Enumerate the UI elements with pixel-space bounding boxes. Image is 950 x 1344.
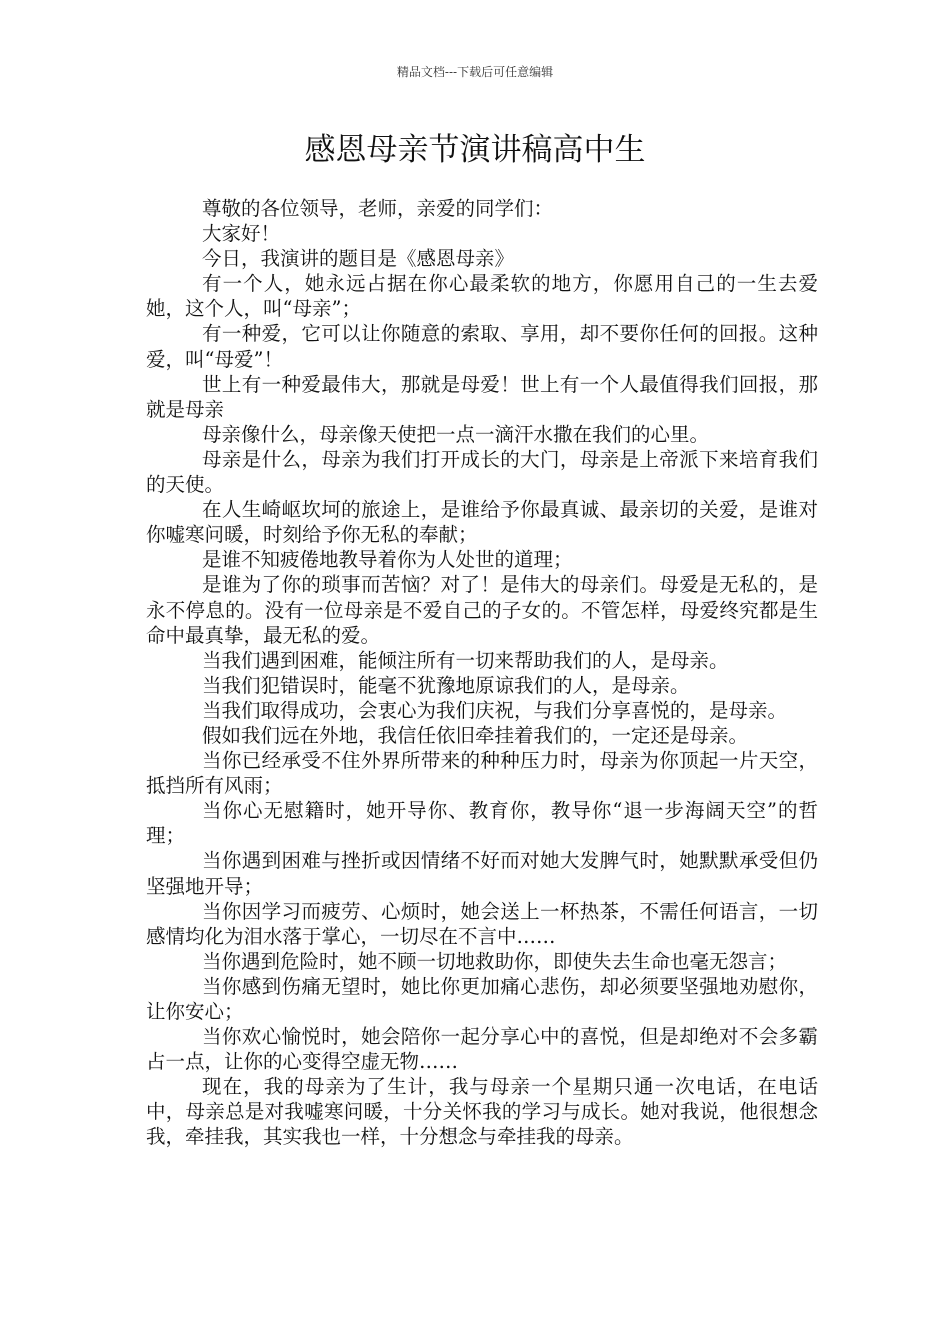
paragraph: 是谁为了你的琐事而苦恼？对了！是伟大的母亲们。母爱是无私的，是永不停息的。没有一位母亲是不爱自己的子女的。不管怎样，母爱终究都是生命中最真挚，最无私的爱。 <box>146 573 818 647</box>
paragraph-salutation: 尊敬的各位领导，老师，亲爱的同学们： <box>202 197 554 220</box>
paragraph: 当你遇到困难与挫折或因情绪不好而对她大发脾气时，她默默承受但仍坚强地开导； <box>146 849 818 898</box>
paragraph: 是谁不知疲倦地教导着你为人处世的道理； <box>202 548 573 572</box>
paragraph: 在人生崎岖坎坷的旅途上，是谁给予你最真诚、最亲切的关爱，是谁对你嘘寒问暖，时刻给予你无私的奉献； <box>146 498 818 547</box>
paragraph: 当你因学习而疲劳、心烦时，她会送上一杯热茶，不需任何语言，一切感情均化为泪水落于掌心，一切尽在不言中…… <box>146 899 818 948</box>
paragraph: 母亲像什么，母亲像天使把一点一滴汗水撒在我们的心里。 <box>202 422 710 446</box>
paragraph: 当你心无慰籍时，她开导你、教育你，教导你“退一步海阔天空”的哲理； <box>146 799 818 848</box>
paragraph: 当你感到伤痛无望时，她比你更加痛心悲伤，却必须要坚强地劝慰你，让你安心； <box>146 974 818 1023</box>
document-title: 感恩母亲节演讲稿高中生 <box>304 132 646 168</box>
paragraph: 母亲是什么，母亲为我们打开成长的大门，母亲是上帝派下来培育我们的天使。 <box>146 447 818 497</box>
document-body <box>146 196 818 1150</box>
paragraph: 假如我们远在外地，我信任依旧牵挂着我们的，一定还是母亲。 <box>202 723 749 747</box>
paragraph: 有一个人，她永远占据在你心最柔软的地方，你愿用自己的一生去爱她，这个人，叫“母亲”； <box>146 272 818 321</box>
paragraph: 当你已经承受不住外界所带来的种种压力时，母亲为你顶起一片天空，抵挡所有风雨； <box>146 749 818 798</box>
paragraph: 当我们取得成功，会衷心为我们庆祝，与我们分享喜悦的，是母亲。 <box>202 698 788 722</box>
paragraph: 当我们遇到困难，能倾注所有一切来帮助我们的人，是母亲。 <box>202 648 729 672</box>
paragraph-greeting: 大家好！ <box>202 222 281 246</box>
page-header-note: 精品文档---下载后可任意编辑 <box>396 65 554 79</box>
paragraph: 当你遇到危险时，她不顾一切地救助你，即使失去生命也毫无怨言； <box>202 949 788 973</box>
paragraph: 当我们犯错误时，能毫不犹豫地原谅我们的人，是母亲。 <box>202 673 690 697</box>
paragraph-topic: 今日，我演讲的题目是《感恩母亲》 <box>202 247 515 271</box>
paragraph: 现在，我的母亲为了生计，我与母亲一个星期只通一次电话，在电话中，母亲总是对我嘘寒问暖，十分关怀我的学习与成长。她对我说，他很想念我，牵挂我，其实我也一样，十分想念与牵挂我的母亲。 <box>146 1075 818 1149</box>
paragraph: 有一种爱，它可以让你随意的索取、享用，却不要你任何的回报。这种爱，叫“母爱”！ <box>146 322 818 371</box>
paragraph: 当你欢心愉悦时，她会陪你一起分享心中的喜悦，但是却绝对不会多霸占一点，让你的心变得空虚无物…… <box>146 1025 818 1074</box>
paragraph: 世上有一种爱最伟大，那就是母爱！世上有一个人最值得我们回报，那就是母亲 <box>146 372 818 421</box>
